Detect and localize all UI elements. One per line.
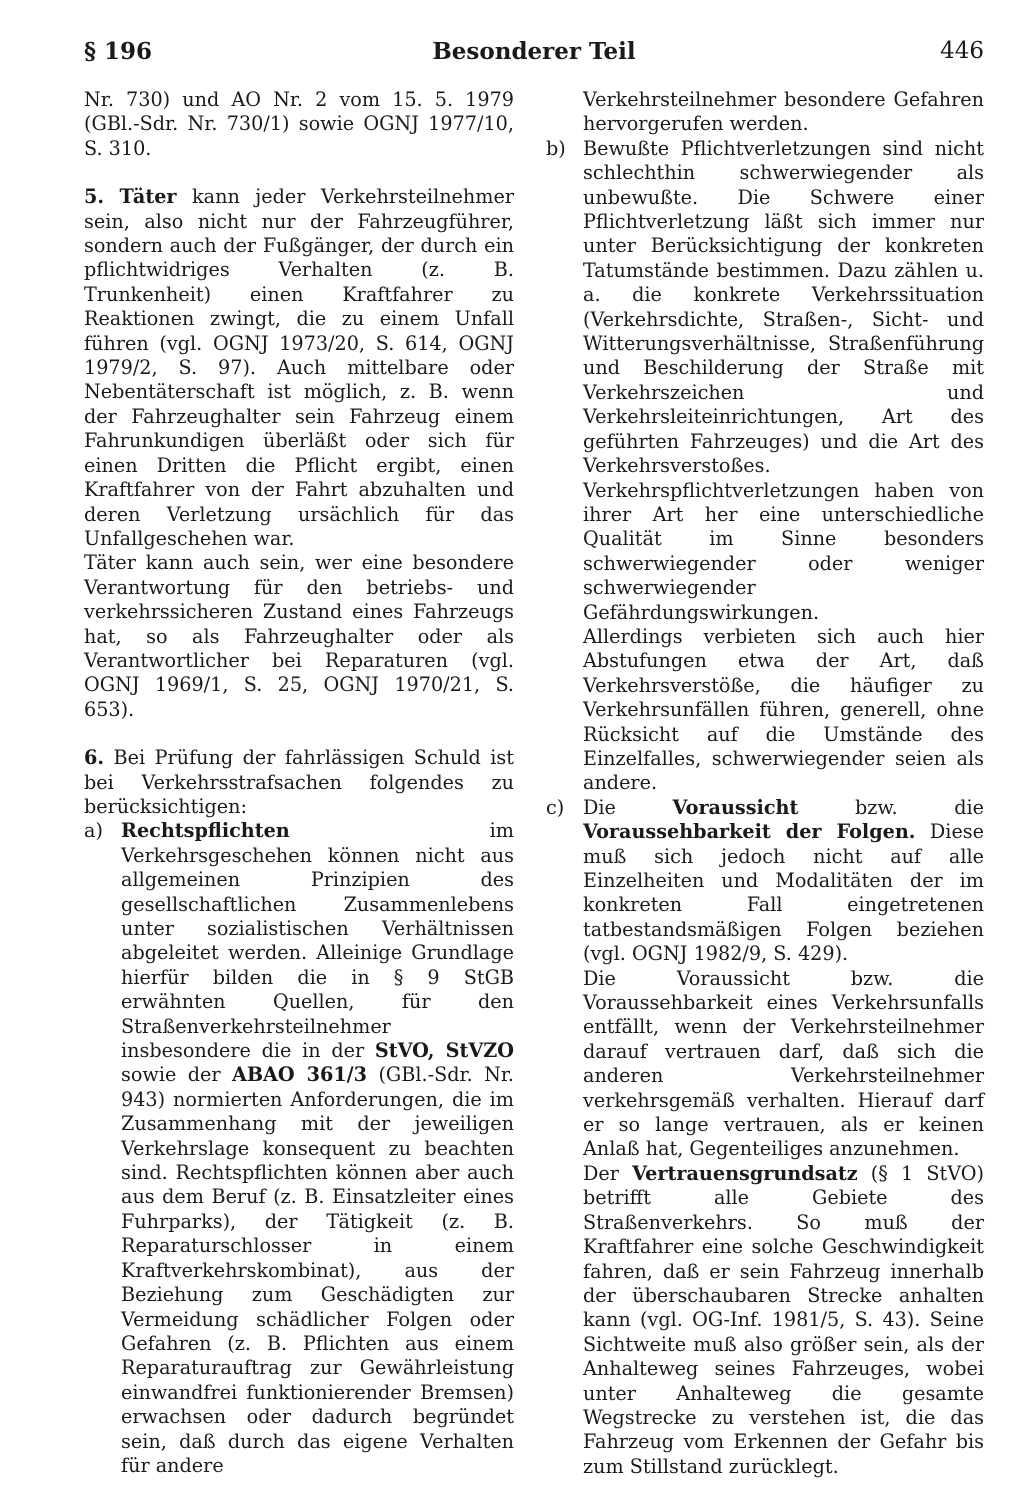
page-header bbox=[84, 38, 984, 72]
paragraph-5b: Täter kann auch sein, wer eine besondere Verantwortung für den betriebs- und verkehrssicheren Zustand eines Fahrzeugs hat, so als Fahrzeughalter oder als Verantwortlicher bei Reparaturen (vgl. OGNJ 1969/1, S. 25, OGNJ 1970/21, S. 653). bbox=[84, 551, 514, 721]
list-item-c: c) Die Voraussicht bzw. die Voraussehbarkeit der Folgen. Diese muß sich jedoch nicht auf alle Einzelheiten und Modalitäten der im konkreten Fall eingetretenen tatbestandsmäßigen Folgen beziehen (vgl. OGNJ 1982/9, S. 429). Die Voraussicht bzw. die Voraussehbarkeit eines Verkehrsunfalls entfällt, wenn der Verkehrsteilnehmer darauf vertrauen darf, daß sich die anderen Verkehrsteilnehmer verkehrsgemäß verhalten. Hierauf darf er so lange vertrauen, als er keinen Anlaß hat, Gegenteiliges anzunehmen. Der Vertrauensgrundsatz (§ 1 StVO) betrifft alle Gebiete des Straßenverkehrs. So muß der Kraftfahrer eine solche Geschwindigkeit fahren, daß er sein Fahrzeug innerhalb der überschaubaren Strecke anhalten kann (vgl. OG-Inf. 1981/5, S. 43). Seine Sichtweite muß also größer sein, als der Anhalteweg seines Fahrzeuges, wobei unter Anhalteweg die gesamte Wegstrecke zu verstehen ist, die das Fahrzeug vom Erkennen der Gefahr bis zum Stillstand zurücklegt. bbox=[546, 795, 984, 1478]
list-item-c-para2: Die Voraussicht bzw. die Voraussehbarkeit eines Verkehrsunfalls entfällt, wenn der Verkehrsteilnehmer darauf vertrauen darf, daß sich die anderen Verkehrsteilnehmer verkehrsgemäß verhalten. Hierauf darf er so lange vertrauen, als er keinen Anlaß hat, Gegenteiliges anzunehmen. bbox=[583, 966, 984, 1161]
term-voraussicht: Voraussicht bbox=[672, 795, 799, 819]
paragraph-5-text: kann jeder Verkehrsteilnehmer sein, also nicht nur der Fahrzeugführer, sondern auch der Fußgänger, der durch ein pflichtwidriges Verhalten (z. B. Trunkenheit) einen Kraftfahrer zu Reaktionen zwingt, die zu einem Unfall führen (vgl. OGNJ 1973/20, S. 614, OGNJ 1979/2, S. 97). Auch mittelbare oder Nebentäterschaft ist möglich, z. B. wenn der Fahrzeughalter sein Fahrzeug einem Fahrunkundigen überläßt oder sich für einen Dritten die Pflicht ergibt, einen Kraftfahrer von der Fahrt abzuhalten und deren Verletzung ursächlich für das Unfallgeschehen war. bbox=[84, 185, 514, 550]
list-item-b: b) Bewußte Pflichtverletzungen sind nicht schlechthin schwerwiegender als unbewußte. Die Schwere einer Pflichtverletzung läßt sich immer nur unter Berücksichtigung der konkreten Tatumstände bestimmen. Dazu zählen u. a. die konkrete Verkehrssituation (Verkehrsdichte, Straßen-, Sicht- und Witterungsverhältnisse, Straßenführung und Beschilderung der Straße mit Verkehrszeichen und Verkehrsleiteinrichtungen, Art des geführten Fahrzeuges) und die Art des Verkehrsverstoßes. Verkehrspflichtverletzungen haben von ihrer Art her eine unterschiedliche Qualität im Sinne besonders schwerwiegender oder weniger schwerwiegender Gefährdungswirkungen. Allerdings verbieten sich auch hier Abstufungen etwa der Art, daß Verkehrsverstöße, die häufiger zu Verkehrsunfällen führen, generell, ohne Rücksicht auf die Umstände des Einzelfalles, schwerwiegender seien als andere. bbox=[546, 136, 984, 795]
term-voraussehbarkeit: Voraussehbarkeit der Folgen. bbox=[583, 820, 916, 844]
right-column bbox=[546, 88, 984, 1479]
term-stvo: StVO, StVZO bbox=[374, 1039, 515, 1063]
term-vertrauensgrundsatz: Vertrauensgrundsatz bbox=[632, 1161, 858, 1185]
term-taeter: Täter bbox=[119, 185, 177, 209]
list-label-b: b) bbox=[546, 136, 566, 160]
list-item-a-continued: Verkehrsteilnehmer besondere Gefahren hervorgerufen werden. bbox=[583, 88, 984, 136]
paragraph-5 bbox=[84, 185, 514, 551]
section-number: § 196 bbox=[84, 38, 153, 65]
running-title: Besonderer Teil bbox=[432, 38, 636, 65]
term-rechtspflichten: Rechtspflichten bbox=[121, 819, 290, 843]
list-item-a: a) Rechtspflichten im Verkehrsgeschehen können nicht aus allgemeinen Prinzipien des gesellschaftlichen Zusammenlebens unter sozialistischen Verhältnissen abgeleitet werden. Alleinige Grundlage hierfür bilden die in § 9 StGB erwähnten Quellen, für den Straßenverkehrsteilnehmer insbesondere die in der StVO, StVZO sowie der ABAO 361/3 (GBl.-Sdr. Nr. 943) normierten Anforderungen, die im Zusammenhang mit der jeweiligen Verkehrslage konsequent zu beachten sind. Rechtspflichten können aber auch aus dem Beruf (z. B. Einsatzleiter eines Fuhrparks), der Tätigkeit (z. B. Reparaturschlosser in einem Kraftverkehrskombinat), aus der Beziehung zum Geschädigten zur Vermeidung schädlicher Folgen oder Gefahren (z. B. Pflichten aus einem Reparaturauftrag zur Gewährleistung einwandfrei funktionierender Bremsen) erwachsen oder dadurch begründet sein, daß durch das eigene Verhalten für andere bbox=[84, 819, 515, 1477]
list-label-c: c) bbox=[546, 795, 565, 819]
paragraph-6 bbox=[84, 746, 514, 819]
term-abao: ABAO 361/3 bbox=[231, 1063, 368, 1087]
list-item-b-para3: Allerdings verbieten sich auch hier Abstufungen etwa der Art, daß Verkehrsverstöße, die häufiger zu Verkehrsunfällen führen, generell, ohne Rücksicht auf die Umstände des Einzelfalles, schwerwiegender seien als andere. bbox=[583, 624, 984, 795]
paragraph-5-number: 5. bbox=[84, 185, 105, 209]
paragraph-continued: Nr. 730) und AO Nr. 2 vom 15. 5. 1979 (GBl.-Sdr. Nr. 730/1) sowie OGNJ 1977/10, S. 310. bbox=[84, 88, 514, 160]
paragraph-6-text: Bei Prüfung der fahrlässigen Schuld ist bei Verkehrsstrafsachen folgendes zu berücksichtigen: bbox=[84, 746, 514, 818]
left-column bbox=[84, 88, 514, 1478]
list-label-a: a) bbox=[84, 819, 103, 843]
page-number: 446 bbox=[940, 38, 984, 64]
paragraph-6-number: 6. bbox=[84, 746, 105, 770]
list-item-c-para3: Der Vertrauensgrundsatz (§ 1 StVO) betrifft alle Gebiete des Straßenverkehrs. So muß der Kraftfahrer eine solche Geschwindigkeit fahren, daß er sein Fahrzeug innerhalb der überschaubaren Strecke anhalten kann (vgl. OG-Inf. 1981/5, S. 43). Seine Sichtweite muß also größer sein, als der Anhalteweg seines Fahrzeuges, wobei unter Anhalteweg die gesamte Wegstrecke zu verstehen ist, die das Fahrzeug vom Erkennen der Gefahr bis zum Stillstand zurücklegt. bbox=[583, 1161, 984, 1478]
list-item-b-para2: Verkehrspflichtverletzungen haben von ihrer Art her eine unterschiedliche Qualität im Sinne besonders schwerwiegender oder weniger schwerwiegender Gefährdungswirkungen. bbox=[583, 478, 984, 624]
